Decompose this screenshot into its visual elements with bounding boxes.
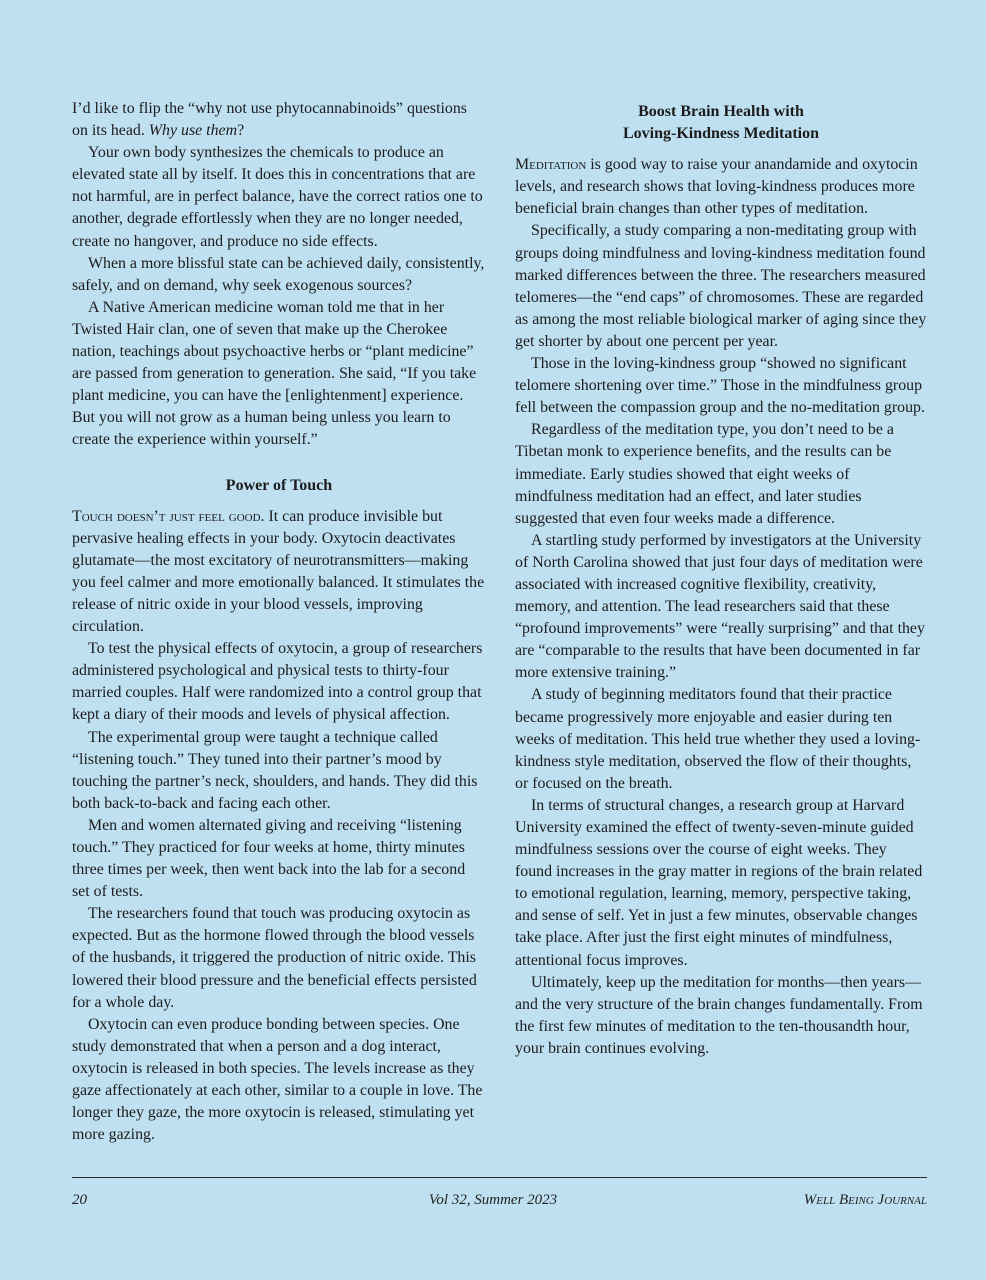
paragraph-beginning-meditators: A study of beginning meditators found that their practice became progressively more enjoyable and easier during ten weeks of meditation. This held true whether they used a loving-kindness style meditation, observed the flow of their thoughts, or focused on the breath. [515,686,921,792]
heading-line-2: Loving-Kindness Meditation [622,125,820,143]
paragraph-ultimately: Ultimately, keep up the meditation for months—then years—and the very structure of the brain changes fundamentally. From the first few minutes of meditation to the ten-thousandth hour, your brain continues evolving. [515,973,923,1057]
paragraph-meditation-intro [515,154,927,220]
right-column [515,98,927,1060]
section-heading-power-of-touch: Power of Touch [225,476,333,494]
intro-punctuation: ? [237,122,245,140]
touch-lead-in: Touch doesn’t just feel good. [72,507,265,525]
paragraph-north-carolina-study: A startling study performed by investigators at the University of North Carolina showed that just four days of meditation were associated with increased cognitive flexibility, creativity, memory, and attention. The lead researchers said that these “profound improvements” were “really surprising” and that they are “comparable to the results that have been documented in far more extensive training.” [515,531,925,682]
page-number: 20 [72,1192,87,1208]
paragraph-body-synthesis: Your own body synthesizes the chemicals to produce an elevated state all by itself. It does this in concentrations that are not harmful, are in perfect balance, have the correct ratios one to another, degrade effortlessly when they are no longer needed, create no hangover, and produce no side effects. [72,144,483,250]
paragraph-meditation-type: Regardless of the meditation type, you don’t need to be a Tibetan monk to experience benefits, and the results can be immediate. Early studies showed that eight weeks of mindfulness meditation had an effect, and later studies suggested that even four weeks made a difference. [515,421,894,527]
paragraph-listening-touch: The experimental group were taught a technique called “listening touch.” They tuned into their partner’s mood by touching the partner’s neck, shoulders, and hands. They did this both back-to-back and facing each other. [72,728,478,812]
section-heading-boost-brain-health [515,101,927,145]
heading-line-1: Boost Brain Health with [638,103,804,120]
intro-emphasis: Why use them [148,122,238,140]
touch-intro-text: It can produce invisible but pervasive healing effects in your body. Oxytocin deactivates glutamate—the most excitatory of neurotransmitters—making you feel calmer and more emotionally balanced. It stimulates the release of nitric oxide in your blood vessels, improving circulation. [72,507,485,636]
intro-text: I’d like to flip the “why not use phytocannabinoids” questions on its head. [72,100,467,140]
intro-paragraph [72,98,486,142]
paragraph-species-bonding: Oxytocin can even produce bonding between species. One study demonstrated that when a person and a dog interact, oxytocin is released in both species. The levels increase as they gaze affectionately at each other, similar to a couple in love. The longer they gaze, the more oxytocin is released, stimulating yet more gazing. [72,1015,483,1144]
issue-volume: Vol 32, Summer 2023 [428,1192,558,1208]
left-column [72,98,486,1146]
footer-divider [72,1177,927,1178]
paragraph-telomeres: Specifically, a study comparing a non-meditating group with groups doing mindfulness and loving-kindness meditation found marked differences between the three. The researchers measured telomeres—the “end caps” of chromosomes. These are regarded as among the most reliable biological marker of aging since they get shorter by about one percent per year. [515,222,927,350]
meditation-lead-in: Meditation [515,156,587,174]
paragraph-touch-intro [72,506,486,639]
paragraph-oxytocin-test: To test the physical effects of oxytocin, a group of researchers administered psychological and physical tests to thirty-four married couples. Half were randomized into a control group that kept a diary of their moods and levels of physical affection. [72,640,483,724]
paragraph-structural-changes: In terms of structural changes, a research group at Harvard University examined the effect of twenty-seven-minute guided mindfulness sessions over the course of eight weeks. They found increases in the gray matter in regions of the brain related to emotional regulation, learning, memory, perspective taking, and sense of self. Yet in just a few minutes, observable changes take place. After just the first eight minutes of mindfulness, attentional focus improves. [515,796,923,969]
paragraph-medicine-woman: A Native American medicine woman told me that in her Twisted Hair clan, one of seven that make up the Cherokee nation, teachings about psychoactive herbs or “plant medicine” are passed from generation to generation. She said, “If you take plant medicine, you can have the [enlightenment] experience. But you will not grow as a human being unless you learn to create the experience within yourself.” [72,298,477,449]
paragraph-blissful-state: When a more blissful state can be achieved daily, consistently, safely, and on demand, why seek exogenous sources? [72,254,485,294]
paragraph-loving-kindness-group: Those in the loving-kindness group “showed no significant telomere shortening over time.” Those in the mindfulness group fell between the compassion group and the no-meditation group. [515,355,925,417]
meditation-intro-text: is good way to raise your anandamide and oxytocin levels, and research shows that loving-kindness produces more beneficial brain changes than other types of meditation. [515,156,918,218]
journal-name: Well Being Journal [803,1192,927,1208]
paragraph-touch-results: The researchers found that touch was producing oxytocin as expected. But as the hormone flowed through the blood vessels of the husbands, it triggered the production of nitric oxide. This lowered their blood pressure and the beneficial effects persisted for a whole day. [72,905,477,1011]
paragraph-alternated: Men and women alternated giving and receiving “listening touch.” They practiced for four weeks at home, thirty minutes three times per week, then went back into the lab for a second set of tests. [72,816,466,901]
